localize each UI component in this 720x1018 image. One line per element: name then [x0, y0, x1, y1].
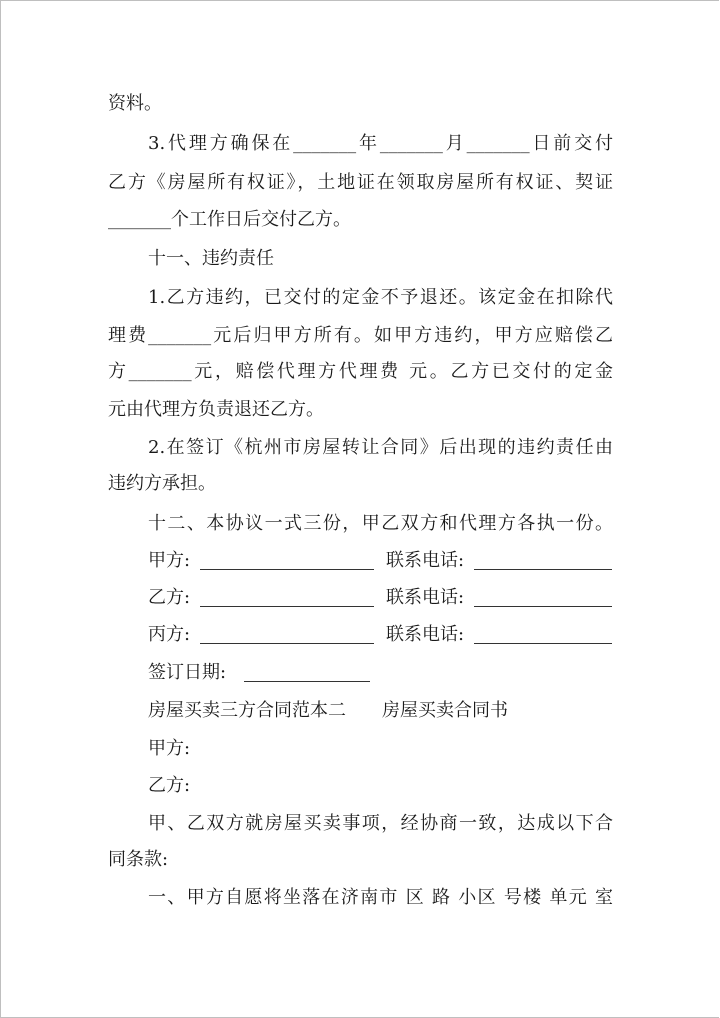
sign-date-label: 签订日期: — [148, 662, 227, 683]
sign-date-blank — [244, 661, 370, 682]
phone-blank — [474, 623, 612, 644]
signature-label: 乙方: — [148, 587, 191, 608]
text-line: 乙方《房屋所有权证》，土地证在领取房屋所有权证、契证 — [108, 172, 613, 193]
text-line: 一、甲方自愿将坐落在济南市 区 路 小区 号楼 单元 室 — [148, 887, 613, 908]
phone-blank — [474, 549, 612, 570]
signature-blank — [200, 623, 374, 644]
text-line: 同条款: — [108, 849, 169, 870]
signature-label: 丙方: — [148, 624, 191, 645]
text-line: 元由代理方负责退还乙方。 — [108, 399, 324, 420]
phone-label: 联系电话: — [386, 624, 465, 645]
text-line: 甲、乙双方就房屋买卖事项，经协商一致，达成以下合 — [148, 813, 613, 834]
section-heading: 十二、本协议一式三份，甲乙双方和代理方各执一份。 — [148, 513, 613, 534]
text-line: 违约方承担。 — [108, 473, 216, 494]
text-line: 2.在签订《杭州市房屋转让合同》后出现的违约责任由 — [148, 437, 613, 458]
signature-blank — [200, 586, 374, 607]
text-line: 理费_______元后归甲方所有。如甲方违约，甲方应赔偿乙 — [108, 325, 613, 346]
section-heading: 十一、违约责任 — [148, 248, 274, 269]
template-title: 房屋买卖三方合同范本二 房屋买卖合同书 — [148, 700, 508, 721]
text-line: 1.乙方违约，已交付的定金不予退还。该定金在扣除代 — [148, 287, 613, 308]
party-a-line: 甲方: — [148, 738, 191, 759]
text-line: _______个工作日后交付乙方。 — [108, 209, 351, 230]
text-line: 方_______元，赔偿代理方代理费 元。乙方已交付的定金 — [108, 361, 613, 382]
phone-label: 联系电话: — [386, 550, 465, 571]
signature-blank — [200, 549, 374, 570]
party-b-line: 乙方: — [148, 775, 191, 796]
phone-blank — [474, 586, 612, 607]
signature-label: 甲方: — [148, 550, 191, 571]
text-line: 3.代理方确保在_______年_______月_______日前交付 — [148, 133, 613, 154]
text-line: 资料。 — [108, 93, 162, 114]
phone-label: 联系电话: — [386, 587, 465, 608]
